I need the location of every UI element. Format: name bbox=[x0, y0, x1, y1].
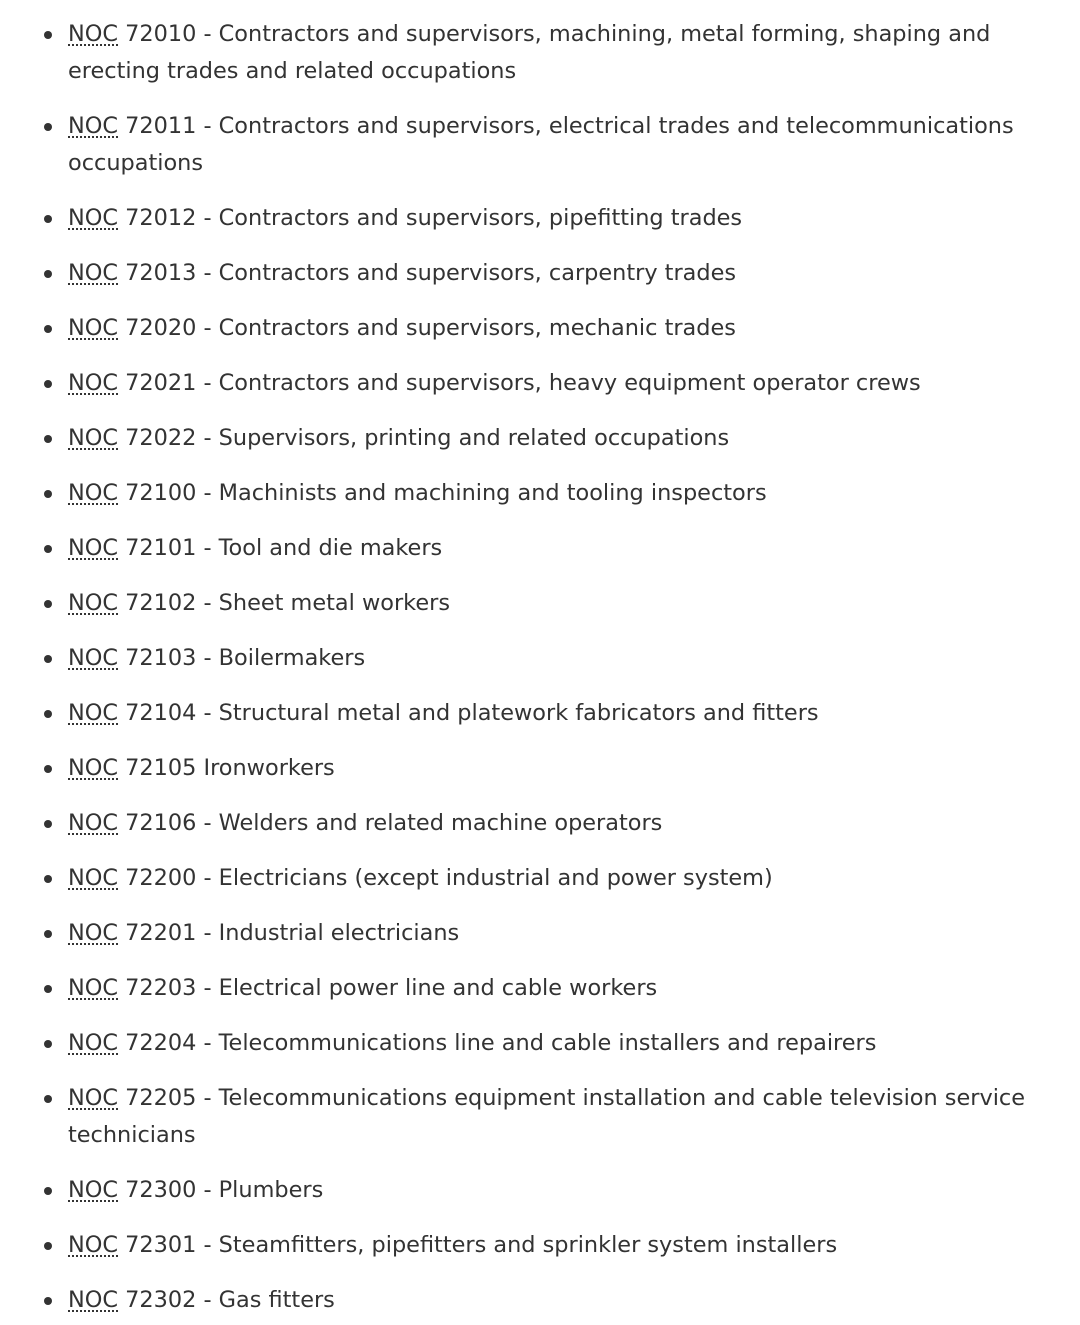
list-item bbox=[0, 475, 1080, 512]
occupation-text: 72102 - Sheet metal workers bbox=[118, 590, 450, 616]
noc-abbreviation[interactable]: NOC bbox=[68, 920, 119, 946]
list-item bbox=[0, 970, 1080, 1007]
list-item bbox=[0, 530, 1080, 567]
occupation-text: 72103 - Boilermakers bbox=[118, 645, 366, 671]
bullet-icon bbox=[44, 545, 52, 553]
bullet-icon bbox=[44, 215, 52, 223]
list-item bbox=[0, 16, 1080, 90]
noc-abbreviation[interactable]: NOC bbox=[68, 1085, 119, 1111]
bullet-icon bbox=[44, 123, 52, 131]
list-item bbox=[0, 860, 1080, 897]
occupation-text: 72020 - Contractors and supervisors, mechanic trades bbox=[118, 315, 736, 341]
noc-abbreviation[interactable]: NOC bbox=[68, 755, 119, 781]
list-item bbox=[0, 420, 1080, 457]
occupation-text: 72010 - Contractors and supervisors, machining, metal forming, shaping and erecting trades and related occupations bbox=[68, 21, 991, 84]
list-item bbox=[0, 915, 1080, 952]
noc-abbreviation[interactable]: NOC bbox=[68, 1177, 119, 1203]
list-item bbox=[0, 1025, 1080, 1062]
occupation-text: 72012 - Contractors and supervisors, pipefitting trades bbox=[118, 205, 743, 231]
noc-abbreviation[interactable]: NOC bbox=[68, 315, 119, 341]
noc-abbreviation[interactable]: NOC bbox=[68, 700, 119, 726]
occupation-text: 72201 - Industrial electricians bbox=[118, 920, 460, 946]
bullet-icon bbox=[44, 490, 52, 498]
occupation-text: 72106 - Welders and related machine operators bbox=[118, 810, 663, 836]
list-item bbox=[0, 805, 1080, 842]
noc-abbreviation[interactable]: NOC bbox=[68, 590, 119, 616]
list-item bbox=[0, 1080, 1080, 1154]
noc-abbreviation[interactable]: NOC bbox=[68, 1232, 119, 1258]
list-item bbox=[0, 108, 1080, 182]
bullet-icon bbox=[44, 820, 52, 828]
list-item bbox=[0, 695, 1080, 732]
list-item bbox=[0, 200, 1080, 237]
occupation-text: 72013 - Contractors and supervisors, carpentry trades bbox=[118, 260, 737, 286]
occupation-text: 72021 - Contractors and supervisors, heavy equipment operator crews bbox=[118, 370, 921, 396]
occupation-text: 72203 - Electrical power line and cable workers bbox=[118, 975, 658, 1001]
bullet-icon bbox=[44, 1187, 52, 1195]
occupation-text: 72104 - Structural metal and platework fabricators and fitters bbox=[118, 700, 819, 726]
list-item bbox=[0, 365, 1080, 402]
bullet-icon bbox=[44, 31, 52, 39]
noc-abbreviation[interactable]: NOC bbox=[68, 865, 119, 891]
noc-abbreviation[interactable]: NOC bbox=[68, 260, 119, 286]
list-item bbox=[0, 1282, 1080, 1319]
occupation-text: 72301 - Steamfitters, pipefitters and sprinkler system installers bbox=[118, 1232, 838, 1258]
occupation-text: 72300 - Plumbers bbox=[118, 1177, 324, 1203]
bullet-icon bbox=[44, 655, 52, 663]
noc-abbreviation[interactable]: NOC bbox=[68, 370, 119, 396]
bullet-icon bbox=[44, 1040, 52, 1048]
occupation-text: 72100 - Machinists and machining and tooling inspectors bbox=[118, 480, 767, 506]
list-item bbox=[0, 750, 1080, 787]
occupation-text: 72022 - Supervisors, printing and related occupations bbox=[118, 425, 730, 451]
noc-abbreviation[interactable]: NOC bbox=[68, 975, 119, 1001]
noc-abbreviation[interactable]: NOC bbox=[68, 21, 119, 47]
bullet-icon bbox=[44, 765, 52, 773]
noc-abbreviation[interactable]: NOC bbox=[68, 645, 119, 671]
bullet-icon bbox=[44, 710, 52, 718]
bullet-icon bbox=[44, 325, 52, 333]
occupation-text: 72205 - Telecommunications equipment installation and cable television service technicians bbox=[68, 1085, 1026, 1148]
bullet-icon bbox=[44, 270, 52, 278]
bullet-icon bbox=[44, 985, 52, 993]
noc-abbreviation[interactable]: NOC bbox=[68, 113, 119, 139]
occupation-text: 72204 - Telecommunications line and cable installers and repairers bbox=[118, 1030, 877, 1056]
list-item bbox=[0, 585, 1080, 622]
noc-abbreviation[interactable]: NOC bbox=[68, 1030, 119, 1056]
bullet-icon bbox=[44, 1242, 52, 1250]
bullet-icon bbox=[44, 1095, 52, 1103]
noc-abbreviation[interactable]: NOC bbox=[68, 1287, 119, 1313]
occupation-text: 72105 Ironworkers bbox=[118, 755, 335, 781]
noc-abbreviation[interactable]: NOC bbox=[68, 810, 119, 836]
bullet-icon bbox=[44, 1297, 52, 1305]
list-item bbox=[0, 310, 1080, 347]
noc-abbreviation[interactable]: NOC bbox=[68, 425, 119, 451]
bullet-icon bbox=[44, 930, 52, 938]
noc-abbreviation[interactable]: NOC bbox=[68, 205, 119, 231]
occupation-text: 72200 - Electricians (except industrial and power system) bbox=[118, 865, 773, 891]
occupation-text: 72101 - Tool and die makers bbox=[118, 535, 443, 561]
noc-abbreviation[interactable]: NOC bbox=[68, 535, 119, 561]
occupation-text: 72302 - Gas fitters bbox=[118, 1287, 335, 1313]
occupation-text: 72011 - Contractors and supervisors, electrical trades and telecommunications occupations bbox=[68, 113, 1014, 176]
list-item bbox=[0, 1227, 1080, 1264]
list-item bbox=[0, 640, 1080, 677]
bullet-icon bbox=[44, 600, 52, 608]
bullet-icon bbox=[44, 435, 52, 443]
list-item bbox=[0, 255, 1080, 292]
noc-abbreviation[interactable]: NOC bbox=[68, 480, 119, 506]
list-item bbox=[0, 1172, 1080, 1209]
bullet-icon bbox=[44, 875, 52, 883]
bullet-icon bbox=[44, 380, 52, 388]
